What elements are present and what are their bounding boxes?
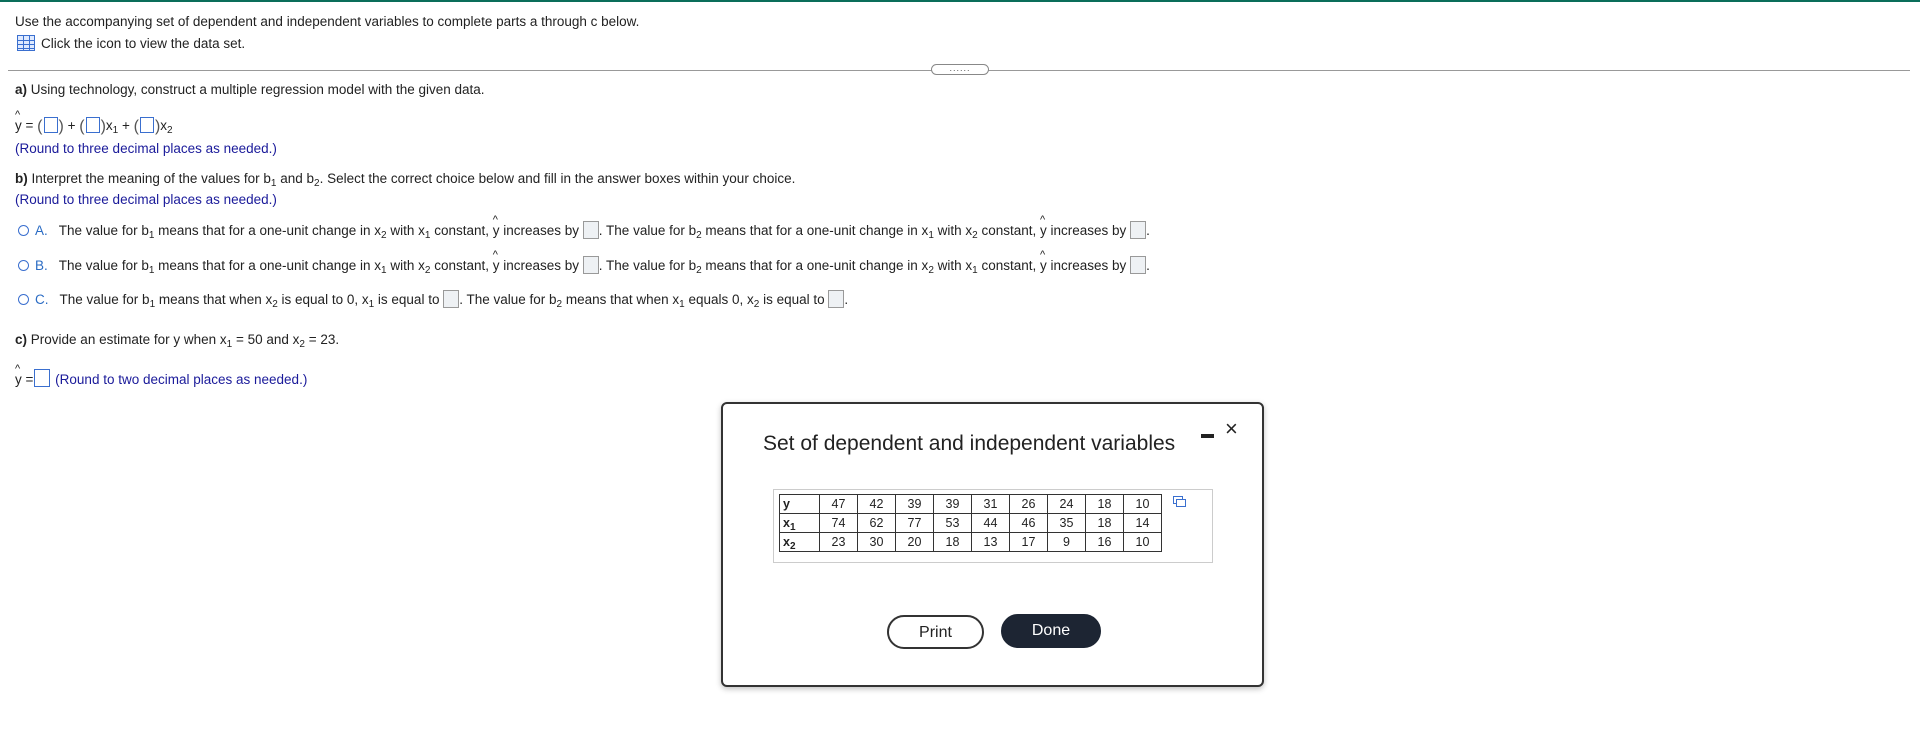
choice-a[interactable]: A. The value for $b_1$ means that for a one-unit change in $x_2$ with $x_1$ constant, ^ y increases by . The value for $b_2$ means that for a one-unit change in $x_1$ with $x_2$ constant, ^ y increases by . [18,221,1150,239]
table-row-x1 [780,514,1162,533]
table-cell: 20 [896,533,934,552]
table-cell: 53 [934,514,972,533]
table-cell: 14 [1124,514,1162,533]
top-accent-bar [0,0,1920,2]
table-cell: 31 [972,495,1010,514]
view-data-link[interactable] [17,35,245,51]
part-c-round-note: (Round to two decimal places as needed.) [55,372,308,387]
regression-equation: ^ y = ( ) + ( )$x_1$ + ( )$x_2$ [15,117,173,136]
choice-b[interactable]: B. The value for $b_1$ means that for a one-unit change in $x_1$ with $x_2$ constant, ^ y increases by . The value for $b_2$ means that for a one-unit change in $x_2$ with $x_1$ constant, ^ y increases by . [18,256,1150,274]
table-cell: 46 [1010,514,1048,533]
part-c-prompt: c) Provide an estimate for y when $x_1 = 50$ and $x_2 = 23$. [15,332,340,350]
choice-b-b1-box[interactable] [583,256,599,274]
table-cell: 44 [972,514,1010,533]
row-label-x1: $x_1$ [780,514,820,533]
table-cell: 26 [1010,495,1048,514]
data-set-dialog [721,402,1264,687]
choice-a-radio[interactable] [18,225,29,236]
table-cell: 39 [934,495,972,514]
minimize-icon[interactable] [1201,434,1214,438]
copy-icon[interactable] [1173,496,1183,504]
table-cell: 62 [858,514,896,533]
choice-c-radio[interactable] [18,294,29,305]
table-cell: 18 [1086,495,1124,514]
table-row-x2 [780,533,1162,552]
row-label-y: y [780,495,820,514]
table-cell: 10 [1124,495,1162,514]
data-table [779,494,1162,552]
choice-a-b2-box[interactable] [1130,221,1146,239]
table-cell: 35 [1048,514,1086,533]
table-cell: 9 [1048,533,1086,552]
table-cell: 30 [858,533,896,552]
table-cell: 77 [896,514,934,533]
table-cell: 39 [896,495,934,514]
choice-c[interactable]: C. The value for $b_1$ means that when $x_2$ is equal to 0, $x_1$ is equal to . The value for $b_2$ means that when $x_1$ equals 0, $x_2$ is equal to . [18,290,848,308]
data-table-container [773,489,1213,563]
b0-answer-box[interactable] [44,117,58,133]
part-b-prompt: b) Interpret the meaning of the values for $b_1$ and $b_2$. Select the correct choice below and fill in the answer boxes within your choice. [15,171,796,189]
table-cell: 13 [972,533,1010,552]
done-button[interactable]: Done [1001,614,1101,648]
table-cell: 16 [1086,533,1124,552]
print-button[interactable]: Print [887,615,984,649]
table-cell: 24 [1048,495,1086,514]
table-cell: 23 [820,533,858,552]
table-icon[interactable] [17,35,35,51]
choice-c-b2-box[interactable] [828,290,844,308]
table-cell: 47 [820,495,858,514]
table-cell: 10 [1124,533,1162,552]
table-cell: 42 [858,495,896,514]
b1-answer-box[interactable] [86,117,100,133]
view-data-text: Click the icon to view the data set. [41,36,246,51]
part-a-round-note: (Round to three decimal places as needed.) [15,141,277,156]
part-b-round-note: (Round to three decimal places as needed.) [15,192,277,207]
table-row-y [780,495,1162,514]
choice-b-b2-box[interactable] [1130,256,1146,274]
table-cell: 74 [820,514,858,533]
table-cell: 18 [934,533,972,552]
close-icon[interactable]: × [1225,416,1238,441]
table-cell: 18 [1086,514,1124,533]
table-cell: 17 [1010,533,1048,552]
estimate-answer-box[interactable] [34,369,50,387]
b2-answer-box[interactable] [140,117,154,133]
choice-c-b1-box[interactable] [443,290,459,308]
dialog-title: Set of dependent and independent variables [763,432,1176,455]
instruction-text: Use the accompanying set of dependent and independent variables to complete parts a through c below. [15,14,640,29]
divider-grip[interactable]: ...... [931,64,989,75]
part-c-answer-row: ^ y = (Round to two decimal places as needed.) [15,369,307,387]
choice-a-b1-box[interactable] [583,221,599,239]
choice-b-radio[interactable] [18,260,29,271]
row-label-x2: $x_2$ [780,533,820,552]
part-a-prompt: a) Using technology, construct a multiple regression model with the given data. [15,82,485,97]
